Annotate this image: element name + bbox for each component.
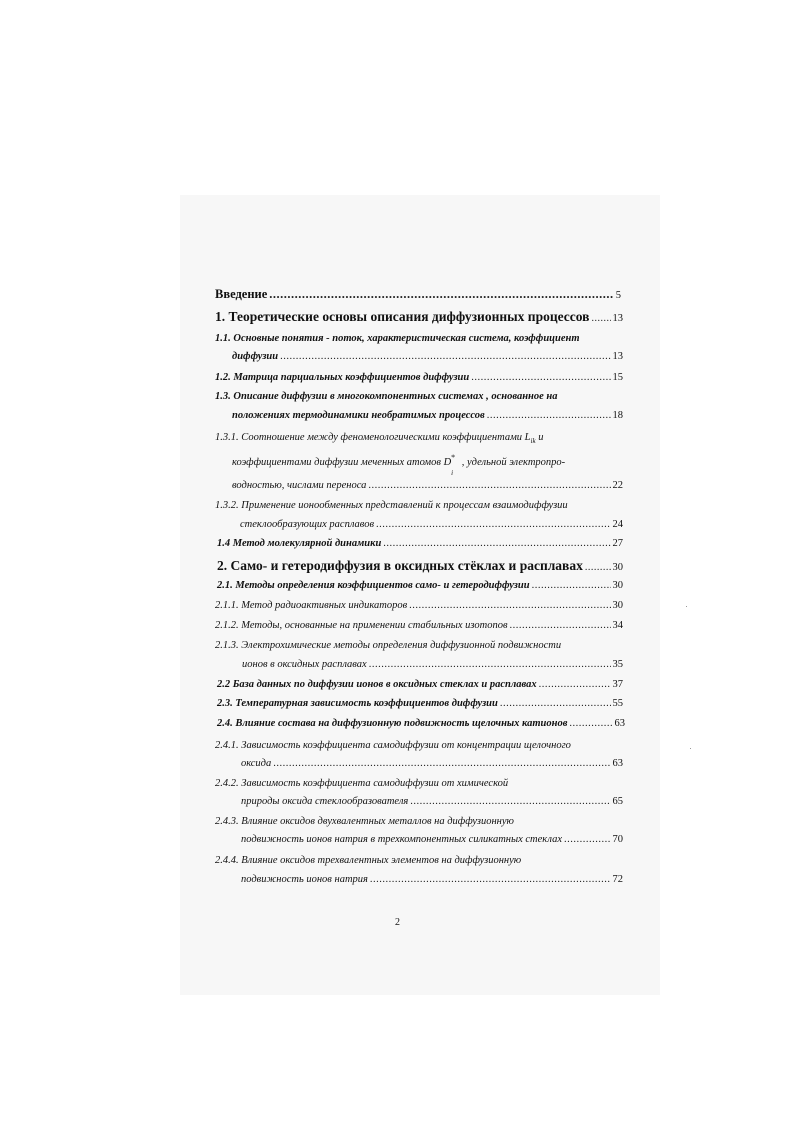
toc-entry-s2-4-2-line1[interactable]: 2.4.2. Зависимость коэффициента самодиффузии от химической — [215, 778, 509, 789]
subscript: i — [451, 469, 454, 477]
leader-dots — [376, 519, 610, 530]
leader-dots — [500, 698, 611, 709]
toc-entry-label: диффузии — [232, 351, 279, 362]
leader-dots — [585, 562, 611, 573]
toc-entry-s2-1-3-line1[interactable]: 2.1.3. Электрохимические методы определения диффузионной подвижности — [215, 640, 562, 651]
toc-entry-page: 65 — [612, 796, 623, 807]
toc-entry-page: 63 — [612, 758, 623, 769]
superscript: * — [451, 453, 456, 462]
toc-entry-s1-1[interactable] — [232, 351, 623, 362]
toc-entry-s2-4-4[interactable] — [241, 874, 623, 885]
leader-dots — [269, 287, 613, 302]
leader-dots — [370, 874, 611, 885]
leader-dots — [487, 410, 611, 421]
toc-entry-s2[interactable] — [217, 558, 623, 574]
toc-entry-s1-3-1-line1[interactable] — [215, 432, 543, 445]
leader-dots — [591, 313, 610, 324]
scan-speck — [690, 748, 691, 749]
toc-entry-s2-4-3[interactable] — [241, 834, 623, 845]
leader-dots — [569, 718, 612, 729]
toc-entry-s2-3[interactable] — [217, 698, 623, 709]
leader-dots — [539, 679, 611, 690]
leader-dots — [368, 480, 610, 491]
toc-entry-s2-4-3-line1[interactable]: 2.4.3. Влияние оксидов двухвалентных металлов на диффузионную — [215, 816, 514, 827]
toc-entry-page: 37 — [612, 679, 623, 690]
text: и — [535, 432, 544, 443]
toc-entry-label: подвижность ионов натрия в трехкомпонентных силикатных стеклах — [241, 834, 563, 845]
toc-entry-s2-4[interactable] — [217, 718, 625, 729]
toc-entry-s1-3-1[interactable] — [232, 480, 623, 491]
toc-entry-page: 13 — [612, 313, 623, 324]
toc-entry-page: 27 — [612, 538, 623, 549]
leader-dots — [273, 758, 610, 769]
toc-entry-s2-1-3[interactable] — [242, 659, 623, 670]
toc-entry-label: 2.4. Влияние состава на диффузионную подвижность щелочных катионов — [217, 718, 568, 729]
toc-entry-s2-4-1-line1[interactable]: 2.4.1. Зависимость коэффициента самодиффузии от концентрации щелочного — [215, 740, 571, 751]
leader-dots — [280, 351, 610, 362]
toc-entry-label: природы оксида стеклообразователя — [241, 796, 409, 807]
leader-dots — [383, 538, 610, 549]
toc-entry-label: 1.4 Метод молекулярной динамики — [217, 538, 382, 549]
toc-entry-page: 70 — [612, 834, 623, 845]
toc-entry-page: 22 — [612, 480, 623, 491]
leader-dots — [409, 600, 610, 611]
scan-speck — [686, 606, 687, 607]
toc-entry-s2-1-1[interactable] — [215, 600, 623, 611]
toc-entry-page: 30 — [612, 580, 623, 591]
toc-entry-label: подвижность ионов натрия — [241, 874, 368, 885]
toc-entry-s2-2[interactable] — [217, 679, 623, 690]
toc-entry-label: ионов в оксидных расплавах — [242, 659, 367, 670]
leader-dots — [369, 659, 611, 670]
toc-entry-s1-3-2[interactable] — [240, 519, 623, 530]
toc-entry-label: 1. Теоретические основы описания диффузионных процессов — [215, 309, 590, 324]
toc-entry-s2-4-4-line1[interactable]: 2.4.4. Влияние оксидов трехвалентных элементов на диффузионную — [215, 855, 522, 866]
toc-entry-page: 18 — [612, 410, 623, 421]
text: коэффициентами диффузии меченных атомов D — [232, 457, 452, 468]
toc-entry-page: 13 — [612, 351, 623, 362]
toc-entry-s1-4[interactable] — [217, 538, 623, 549]
toc-entry-label: стеклообразующих расплавов — [240, 519, 375, 530]
toc-entry-s2-1-2[interactable] — [215, 620, 623, 631]
toc-entry-page: 15 — [612, 372, 623, 383]
toc-entry-label: 2.2 База данных по диффузии ионов в оксидных стеклах и расплавах — [217, 679, 537, 690]
toc-entry-label: положениях термодинамики необратимых процессов — [232, 410, 485, 421]
toc-entry-page: 34 — [612, 620, 623, 631]
toc-entry-s2-1[interactable] — [217, 580, 623, 591]
toc-entry-page: 30 — [612, 600, 623, 611]
toc-entry-intro[interactable] — [215, 287, 621, 302]
toc-entry-label: 2.1. Методы определения коэффициентов само- и гетеродиффузии — [217, 580, 530, 591]
page-number: 2 — [395, 917, 400, 928]
toc-entry-label: водностью, числами переноса — [232, 480, 367, 491]
toc-entry-s2-4-2[interactable] — [241, 796, 623, 807]
toc-entry-page: 24 — [612, 519, 623, 530]
toc-entry-label: 1.2. Матрица парциальных коэффициентов диффузии — [215, 372, 470, 383]
toc-entry-s1-1-line1[interactable]: 1.1. Основные понятия - поток, характеристическая система, коэффициент — [215, 333, 580, 344]
toc-entry-s1-3[interactable] — [232, 410, 623, 421]
subscript: ik — [530, 437, 536, 446]
toc-entry-page: 30 — [612, 562, 623, 573]
leader-dots — [510, 620, 611, 631]
toc-entry-s1-3-1-line2[interactable] — [232, 453, 566, 477]
leader-dots — [532, 580, 611, 591]
toc-entry-label: 2.3. Температурная зависимость коэффициентов диффузии — [217, 698, 498, 709]
toc-entry-label: 2.1.1. Метод радиоактивных индикаторов — [215, 600, 408, 611]
leader-dots — [471, 372, 610, 383]
leader-dots — [410, 796, 610, 807]
text: , удельной электропро- — [459, 457, 566, 468]
text: 1.3.1. Соотношение между феноменологическими коэффициентами L — [215, 432, 531, 443]
toc-entry-label: Введение — [215, 287, 268, 301]
toc-entry-s1-3-line1[interactable]: 1.3. Описание диффузии в многокомпонентных системах , основанное на — [215, 391, 558, 402]
toc-entry-page: 55 — [612, 698, 623, 709]
toc-entry-label: 2.1.2. Методы, основанные на применении стабильных изотопов — [215, 620, 508, 631]
toc-entry-page: 63 — [614, 718, 625, 729]
leader-dots — [564, 834, 610, 845]
toc-entry-page: 5 — [615, 290, 621, 301]
toc-entry-page: 72 — [612, 874, 623, 885]
toc-entry-page: 35 — [612, 659, 623, 670]
toc-entry-s1[interactable] — [215, 309, 623, 325]
toc-entry-label: 2. Само- и гетеродиффузия в оксидных стёклах и расплавах — [217, 558, 583, 573]
toc-entry-s1-2[interactable] — [215, 372, 623, 383]
toc-entry-s2-4-1[interactable] — [241, 758, 623, 769]
toc-entry-label: оксида — [241, 758, 272, 769]
toc-entry-s1-3-2-line1[interactable]: 1.3.2. Применение ионообменных представлений к процессам взаимодиффузии — [215, 500, 568, 511]
